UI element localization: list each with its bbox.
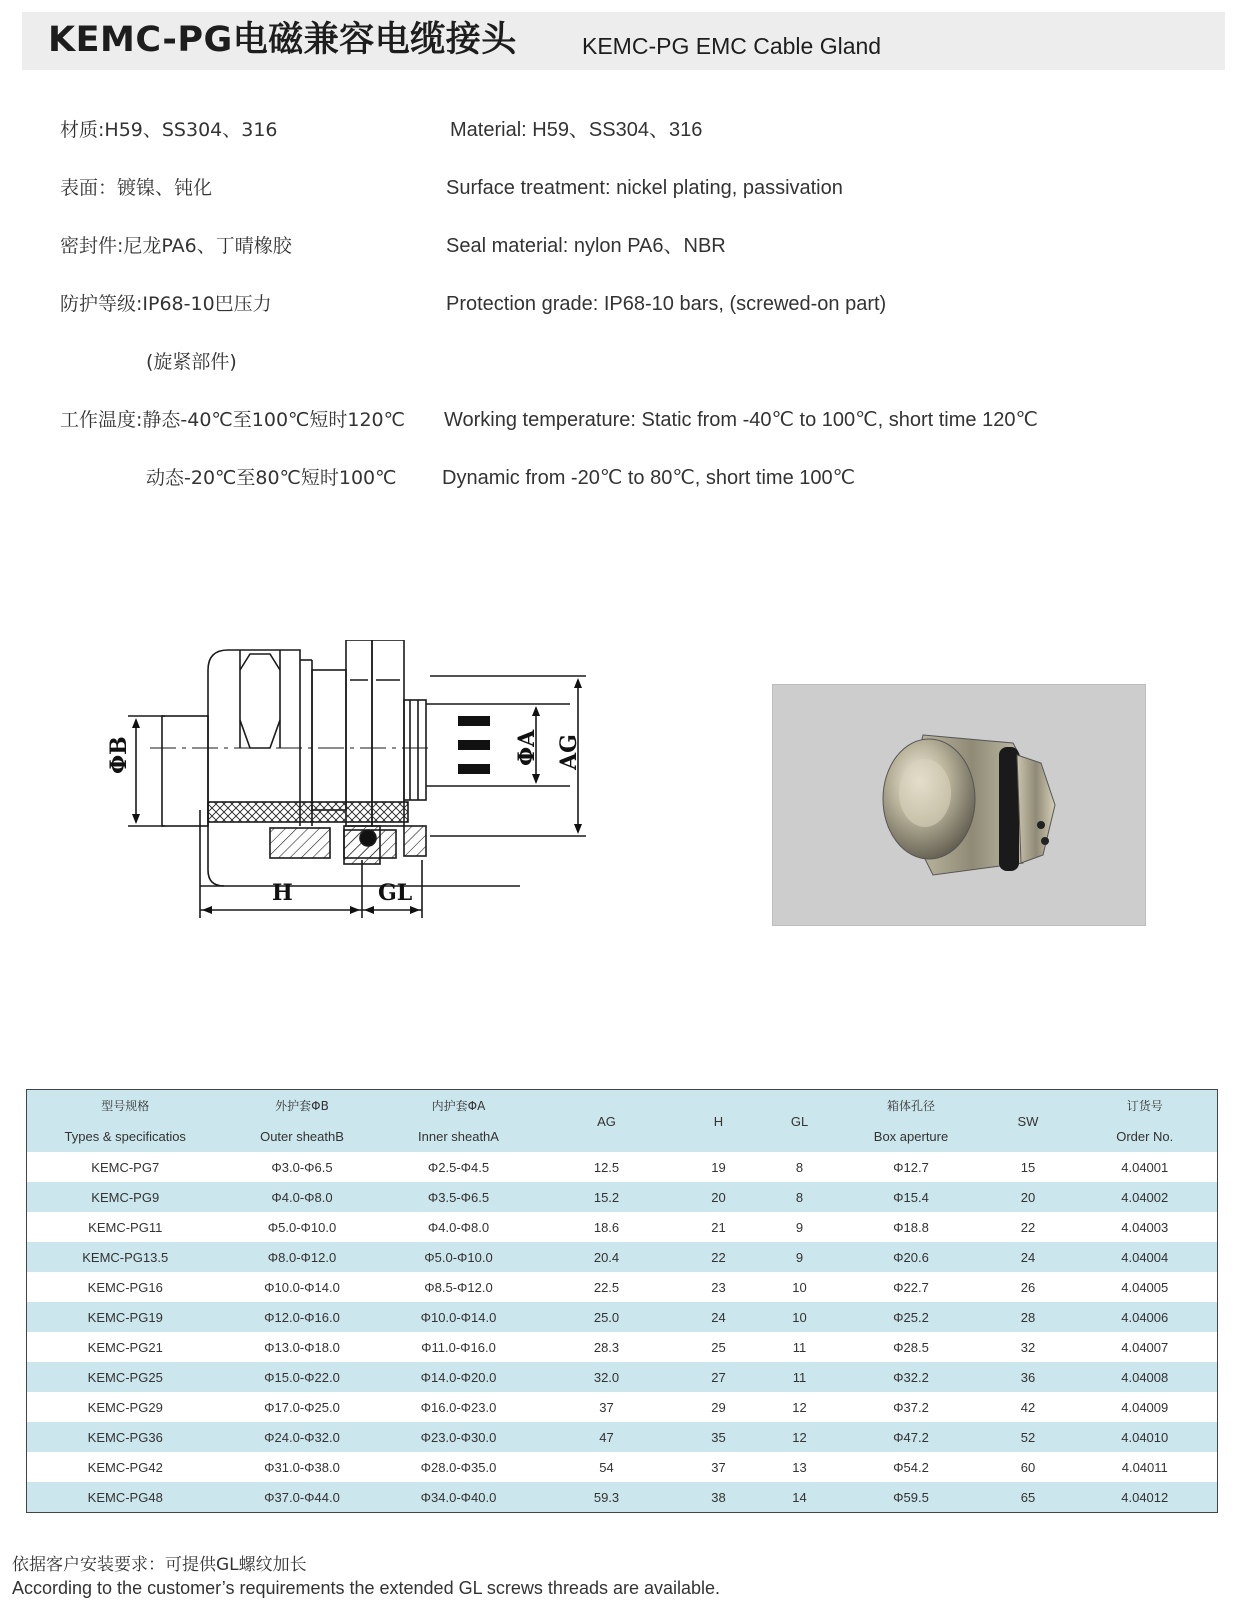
- spec-temp-en-2: Dynamic from -20℃ to 80℃, short time 100℃: [442, 467, 856, 489]
- table-row: [27, 1392, 1218, 1422]
- table-cell: Φ11.0-Φ16.0: [421, 1339, 496, 1355]
- table-cell: Φ25.2: [839, 1302, 984, 1332]
- table-cell: KEMC-PG11: [88, 1219, 163, 1235]
- table-cell: Φ3.0-Φ6.5: [271, 1159, 333, 1175]
- table-cell: Φ20.6: [839, 1242, 984, 1272]
- table-cell: 42: [1020, 1399, 1036, 1415]
- table-cell: 20.4: [537, 1242, 677, 1272]
- table-cell: 4.04002: [1073, 1182, 1218, 1212]
- table-cell: KEMC-PG13.5: [27, 1242, 224, 1272]
- table-cell: KEMC-PG29: [87, 1399, 163, 1415]
- table-cell: 19: [711, 1159, 726, 1175]
- table-cell: Φ15.4: [839, 1182, 984, 1212]
- table-cell: 60: [1020, 1459, 1036, 1475]
- table-cell: Φ37.0-Φ44.0: [224, 1482, 381, 1513]
- header-h: H: [677, 1090, 761, 1153]
- table-cell: 12: [761, 1422, 839, 1452]
- table-cell: 22.5: [593, 1279, 620, 1295]
- note-cn: 依据客户安装要求：可提供GL螺纹加长: [12, 1555, 307, 1575]
- table-cell: Φ8.5-Φ12.0: [424, 1279, 493, 1295]
- table-cell: 13: [792, 1459, 807, 1475]
- table-cell: 25.0: [537, 1302, 677, 1332]
- label-gl: GL: [378, 880, 413, 906]
- table-cell: 4.04003: [1121, 1219, 1169, 1235]
- table-cell: Φ18.8: [893, 1219, 929, 1235]
- table-body: [27, 1152, 1218, 1513]
- table-cell: Φ12.0-Φ16.0: [224, 1302, 381, 1332]
- table-cell: 18.6: [593, 1219, 620, 1235]
- table-row: [27, 1182, 1218, 1212]
- table-cell: Φ23.0-Φ30.0: [381, 1422, 537, 1452]
- spec-material-cn: 材质:H59、SS304、316: [60, 119, 278, 141]
- table-cell: 20: [677, 1182, 761, 1212]
- header-gl: GL: [761, 1090, 839, 1153]
- table-cell: 14: [761, 1482, 839, 1513]
- table-cell: 4.04008: [1073, 1362, 1218, 1392]
- table-cell: 37: [711, 1459, 726, 1475]
- label-phi-b: ΦB: [106, 736, 132, 774]
- table-cell: 26: [1020, 1279, 1036, 1295]
- table-cell: 4.04009: [1121, 1399, 1169, 1415]
- table-cell: 4.04011: [1121, 1459, 1168, 1475]
- table-cell: 12: [792, 1399, 807, 1415]
- table-cell: 28: [984, 1302, 1073, 1332]
- table-cell: 27: [677, 1362, 761, 1392]
- table-cell: Φ12.7: [893, 1159, 929, 1175]
- technical-drawing: [100, 640, 620, 960]
- label-h: H: [272, 880, 293, 906]
- table-cell: Φ8.0-Φ12.0: [224, 1242, 381, 1272]
- header-order-en: Order No.: [1073, 1121, 1218, 1152]
- table-cell: 4.04012: [1073, 1482, 1218, 1513]
- spec-seal-cn: 密封件:尼龙PA6、丁晴橡胶: [60, 235, 292, 257]
- spec-material-en: Material: H59、SS304、316: [450, 119, 703, 141]
- table-cell: 52: [984, 1422, 1073, 1452]
- table-cell: 28.3: [593, 1339, 620, 1355]
- table-cell: 9: [795, 1219, 804, 1235]
- table-row: [27, 1482, 1218, 1513]
- table-cell: Φ14.0-Φ20.0: [381, 1362, 537, 1392]
- header-outer-en: Outer sheathB: [224, 1121, 381, 1152]
- table-cell: 22: [1020, 1219, 1036, 1235]
- table-row: [27, 1332, 1218, 1362]
- table-cell: KEMC-PG19: [27, 1302, 224, 1332]
- table-cell: KEMC-PG7: [91, 1159, 160, 1175]
- cable-gland-image: [773, 685, 1145, 925]
- table-cell: Φ24.0-Φ32.0: [224, 1422, 381, 1452]
- spec-surface-cn: 表面：镀镍、钝化: [60, 177, 213, 199]
- header-inner-en: Inner sheathA: [381, 1121, 537, 1152]
- spec-temp-cn-2: 动态-20℃至80℃短时100℃: [146, 467, 397, 489]
- table-row: [27, 1422, 1218, 1452]
- table-row: [27, 1242, 1218, 1272]
- label-ag: AG: [556, 734, 582, 770]
- label-phi-a: ΦA: [514, 729, 540, 766]
- table-row: [27, 1152, 1218, 1182]
- table-cell: 10: [761, 1302, 839, 1332]
- spec-seal-en: Seal material: nylon PA6、NBR: [446, 235, 726, 257]
- header-ag: AG: [537, 1090, 677, 1153]
- header-outer-cn: 外护套ΦB: [224, 1090, 381, 1122]
- header-type-en: Types & specificatios: [27, 1121, 224, 1152]
- table-row: [27, 1452, 1218, 1482]
- table-cell: Φ59.5: [839, 1482, 984, 1513]
- table-cell: 4.04010: [1073, 1422, 1218, 1452]
- header-box-cn: 箱体孔径: [839, 1090, 984, 1122]
- table-cell: Φ15.0-Φ22.0: [224, 1362, 381, 1392]
- table-row: [27, 1362, 1218, 1392]
- table-cell: 54: [599, 1459, 614, 1475]
- table-cell: 15: [1020, 1159, 1036, 1175]
- table-row: [27, 1302, 1218, 1332]
- table-cell: Φ47.2: [839, 1422, 984, 1452]
- table-cell: 4.04004: [1073, 1242, 1218, 1272]
- page-title: KEMC-PG电磁兼容电缆接头: [48, 20, 517, 60]
- table-cell: Φ5.0-Φ10.0: [267, 1219, 337, 1235]
- table-cell: 20: [984, 1182, 1073, 1212]
- table-cell: 65: [984, 1482, 1073, 1513]
- table-cell: Φ34.0-Φ40.0: [381, 1482, 537, 1513]
- table-cell: 11: [761, 1362, 839, 1392]
- table-cell: Φ4.0-Φ8.0: [224, 1182, 381, 1212]
- table-cell: 23: [711, 1279, 726, 1295]
- header-inner-cn: 内护套ΦA: [381, 1090, 537, 1122]
- table-cell: 38: [677, 1482, 761, 1513]
- table-cell: KEMC-PG48: [27, 1482, 224, 1513]
- table-cell: 4.04006: [1073, 1302, 1218, 1332]
- table-cell: 59.3: [537, 1482, 677, 1513]
- table-cell: Φ28.0-Φ35.0: [420, 1459, 497, 1475]
- table-cell: KEMC-PG16: [87, 1279, 163, 1295]
- header-box-en: Box aperture: [839, 1121, 984, 1152]
- table-cell: 11: [792, 1339, 807, 1355]
- table-cell: 36: [984, 1362, 1073, 1392]
- header-sw: SW: [984, 1090, 1073, 1153]
- product-photo: [772, 684, 1146, 926]
- table-cell: Φ13.0-Φ18.0: [264, 1339, 340, 1355]
- table-cell: KEMC-PG36: [27, 1422, 224, 1452]
- table-cell: 24: [677, 1302, 761, 1332]
- table-cell: 9: [761, 1242, 839, 1272]
- table-cell: KEMC-PG42: [87, 1459, 163, 1475]
- table-cell: 25: [711, 1339, 726, 1355]
- table-cell: 24: [984, 1242, 1073, 1272]
- table-cell: Φ32.2: [839, 1362, 984, 1392]
- table-cell: Φ3.5-Φ6.5: [381, 1182, 537, 1212]
- spec-protection-cn: 防护等级:IP68-10巴压力: [60, 293, 272, 315]
- table-cell: Φ5.0-Φ10.0: [381, 1242, 537, 1272]
- table-cell: 8: [795, 1159, 804, 1175]
- table-cell: 4.04001: [1121, 1159, 1169, 1175]
- page-title-english: KEMC-PG EMC Cable Gland: [582, 33, 882, 59]
- table-cell: 12.5: [593, 1159, 620, 1175]
- table-cell: Φ54.2: [893, 1459, 929, 1475]
- table-cell: KEMC-PG9: [27, 1182, 224, 1212]
- table-cell: 8: [761, 1182, 839, 1212]
- table-cell: 10: [792, 1279, 807, 1295]
- spec-surface-en: Surface treatment: nickel plating, passivation: [446, 177, 843, 199]
- table-cell: 35: [677, 1422, 761, 1452]
- table-cell: 4.04005: [1121, 1279, 1169, 1295]
- table-cell: KEMC-PG25: [27, 1362, 224, 1392]
- table-cell: Φ37.2: [893, 1399, 929, 1415]
- table-cell: Φ22.7: [893, 1279, 929, 1295]
- table-cell: 47: [537, 1422, 677, 1452]
- table-cell: Φ10.0-Φ14.0: [381, 1302, 537, 1332]
- table-cell: 22: [677, 1242, 761, 1272]
- table-cell: Φ16.0-Φ23.0: [420, 1399, 497, 1415]
- table-cell: 15.2: [537, 1182, 677, 1212]
- table-cell: KEMC-PG21: [87, 1339, 163, 1355]
- header-type-cn: 型号规格: [27, 1090, 224, 1122]
- spec-protection-en: Protection grade: IP68-10 bars, (screwed-on part): [446, 293, 887, 315]
- table-cell: Φ2.5-Φ4.5: [427, 1159, 490, 1175]
- table-cell: 37: [599, 1399, 614, 1415]
- table-cell: Φ31.0-Φ38.0: [264, 1459, 340, 1475]
- table-cell: Φ10.0-Φ14.0: [264, 1279, 340, 1295]
- spec-protection-cn-2: (旋紧部件): [146, 351, 237, 373]
- spec-table: [26, 1089, 1218, 1513]
- table-cell: 21: [711, 1219, 726, 1235]
- table-cell: Φ28.5: [893, 1339, 929, 1355]
- table-cell: 29: [711, 1399, 726, 1415]
- table-cell: Φ4.0-Φ8.0: [427, 1219, 490, 1235]
- header-order-cn: 订货号: [1073, 1090, 1218, 1122]
- table-cell: 32.0: [537, 1362, 677, 1392]
- table-row: [27, 1212, 1218, 1242]
- table-row: [27, 1272, 1218, 1302]
- table-cell: 32: [1020, 1339, 1036, 1355]
- spec-temp-en: Working temperature: Static from -40℃ to 100℃, short time 120℃: [444, 409, 1038, 431]
- table-cell: 4.04007: [1121, 1339, 1169, 1355]
- table-cell: Φ17.0-Φ25.0: [264, 1399, 340, 1415]
- spec-temp-cn: 工作温度:静态-40℃至100℃短时120℃: [60, 409, 405, 431]
- note-en: According to the customer’s requirements the extended GL screws threads are available.: [12, 1578, 721, 1598]
